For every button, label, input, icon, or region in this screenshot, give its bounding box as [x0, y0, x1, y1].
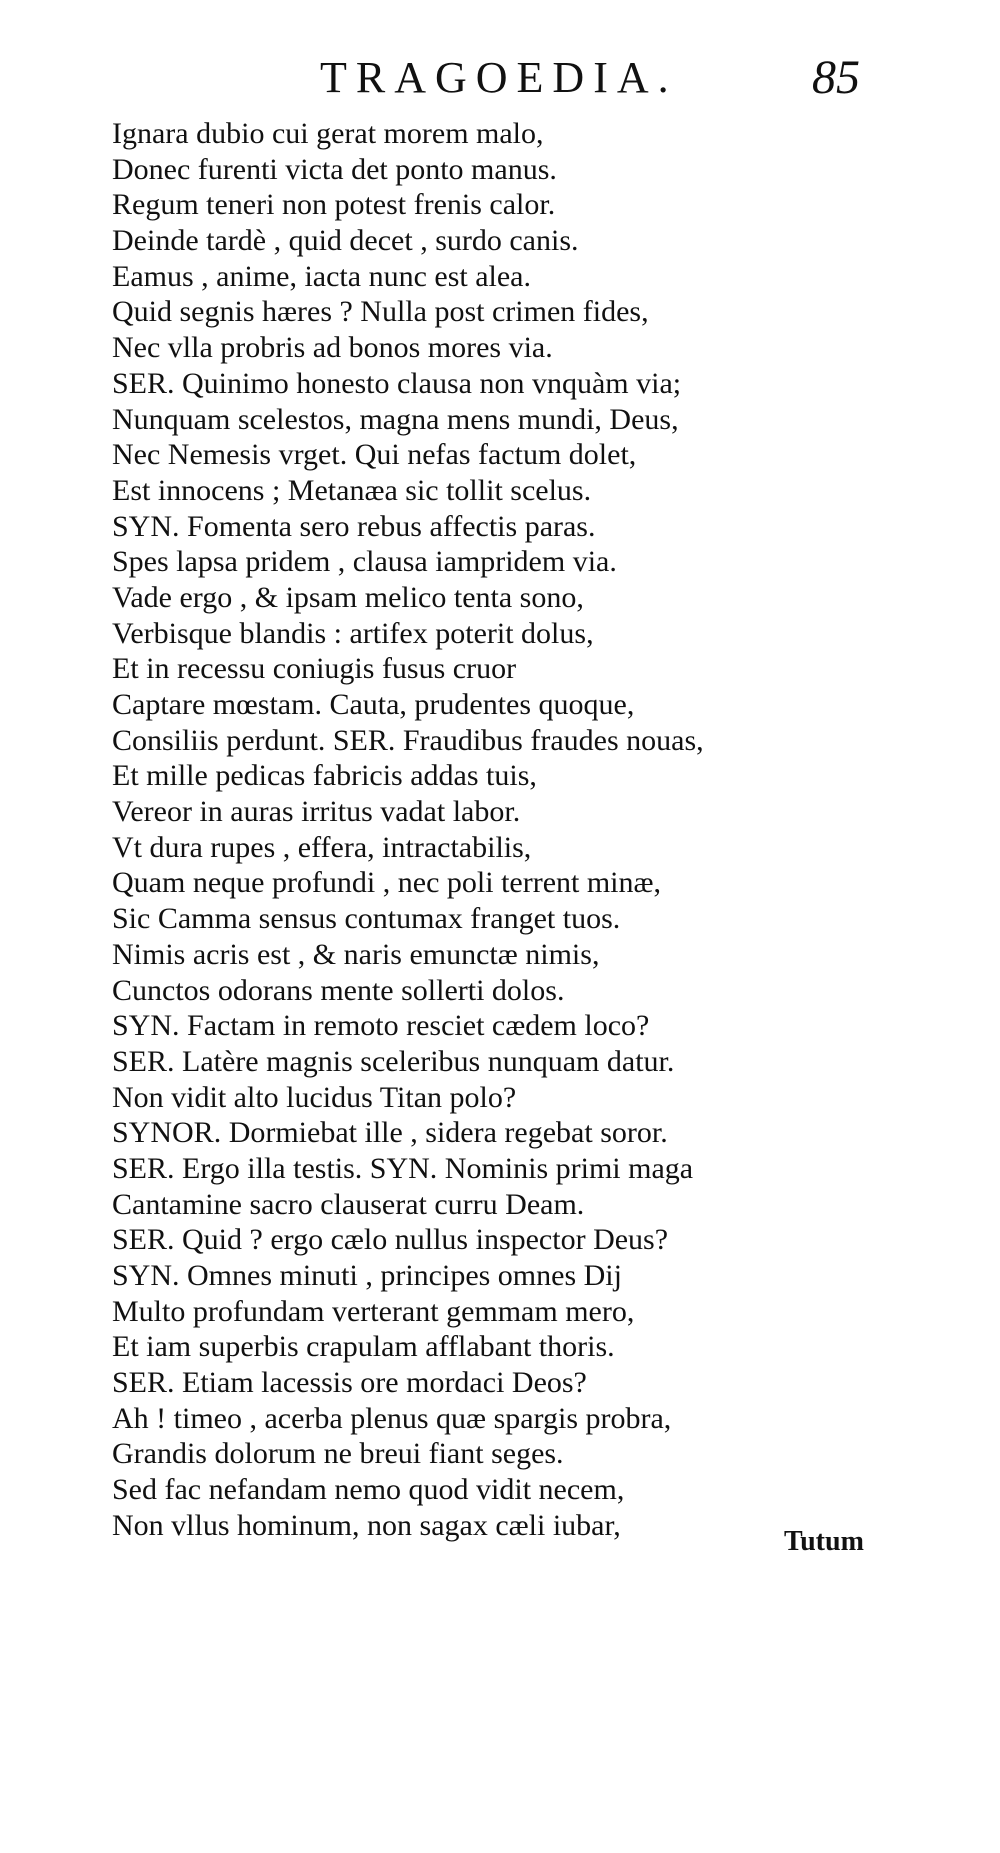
- verse-line: Et mille pedicas fabricis addas tuis,: [112, 759, 537, 793]
- verse-line: Sic Camma sensus contumax franget tuos.: [112, 902, 621, 936]
- verse-block: [112, 116, 892, 1544]
- verse-line: Eamus , anime, iacta nunc est alea.: [112, 259, 531, 293]
- verse-line: Non vllus hominum, non sagax cæli iubar,: [112, 1508, 621, 1542]
- verse-line: SYN. Fomenta sero rebus affectis paras.: [112, 509, 596, 543]
- verse-line: Vade ergo , & ipsam melico tenta sono,: [112, 580, 584, 614]
- verse-line: SYN. Factam in remoto resciet cædem loco?: [112, 1009, 650, 1043]
- verse-line: Nunquam scelestos, magna mens mundi, Deus,: [112, 402, 679, 436]
- verse-line: Deinde tardè , quid decet , surdo canis.: [112, 224, 579, 258]
- verse-line: SER. Quinimo honesto clausa non vnquàm via;: [112, 366, 682, 400]
- verse-line: Consiliis perdunt. SER. Fraudibus fraudes nouas,: [112, 723, 704, 757]
- page-number: 85: [812, 51, 860, 104]
- verse-line: Regum teneri non potest frenis calor.: [112, 188, 556, 222]
- verse-line: SYNOR. Dormiebat ille , sidera regebat soror.: [112, 1116, 668, 1150]
- verse-line: SER. Etiam lacessis ore mordaci Deos?: [112, 1366, 587, 1400]
- verse-line: Nec Nemesis vrget. Qui nefas factum dolet,: [112, 438, 637, 472]
- verse-line: Vereor in auras irritus vadat labor.: [112, 795, 521, 829]
- running-head: [0, 48, 1000, 108]
- verse-line: Grandis dolorum ne breui fiant seges.: [112, 1437, 564, 1471]
- verse-line: SER. Ergo illa testis. SYN. Nominis primi maga: [112, 1151, 694, 1185]
- verse-line: Multo profundam verterant gemmam mero,: [112, 1294, 635, 1328]
- verse-line: SYN. Omnes minuti , principes omnes Dij: [112, 1259, 622, 1292]
- catchword: Tutum: [784, 1526, 864, 1557]
- running-title: TRAGOEDIA.: [320, 53, 678, 102]
- verse-line: Et in recessu coniugis fusus cruor: [112, 652, 517, 686]
- verse-line: Captare mœstam. Cauta, prudentes quoque,: [112, 688, 635, 721]
- verse-line: Est innocens ; Metanæa sic tollit scelus.: [112, 473, 592, 507]
- verse-line: Verbisque blandis : artifex poterit dolus,: [112, 616, 594, 650]
- verse-line: Cunctos odorans mente sollerti dolos.: [112, 973, 565, 1007]
- verse-line: Quam neque profundi , nec poli terrent minæ,: [112, 866, 662, 900]
- verse-line: Vt dura rupes , efferа, intractabilis,: [112, 830, 532, 864]
- verse-line: Ignara dubio cui gerat morem malo,: [112, 117, 544, 150]
- verse-line: Et iam superbis crapulam afflabant thoris.: [112, 1330, 615, 1364]
- verse-line: Sed fac nefandam nemo quod vidit necem,: [112, 1473, 625, 1507]
- verse-line: Nimis acris est , & naris emunctæ nimis,: [112, 937, 600, 971]
- verse-line: Cantamine sacro clauserat curru Deam.: [112, 1187, 585, 1221]
- verse-line: SER. Quid ? ergo cælo nullus inspector Deus?: [112, 1223, 669, 1257]
- verse-line: Non vidit alto lucidus Titan polo?: [112, 1080, 517, 1114]
- verse-line: Donec furenti victa det ponto manus.: [112, 152, 557, 186]
- verse-line: Nec vlla probris ad bonos mores via.: [112, 331, 553, 365]
- verse-line: Spes lapsa pridem , clausa iampridem via.: [112, 545, 617, 579]
- verse-line: SER. Latère magnis sceleribus nunquam datur.: [112, 1044, 675, 1078]
- verse-line: Quid segnis hæres ? Nulla post crimen fides,: [112, 295, 649, 329]
- verse-line: Ah ! timeo , acerba plenus quæ spargis probra,: [112, 1401, 672, 1435]
